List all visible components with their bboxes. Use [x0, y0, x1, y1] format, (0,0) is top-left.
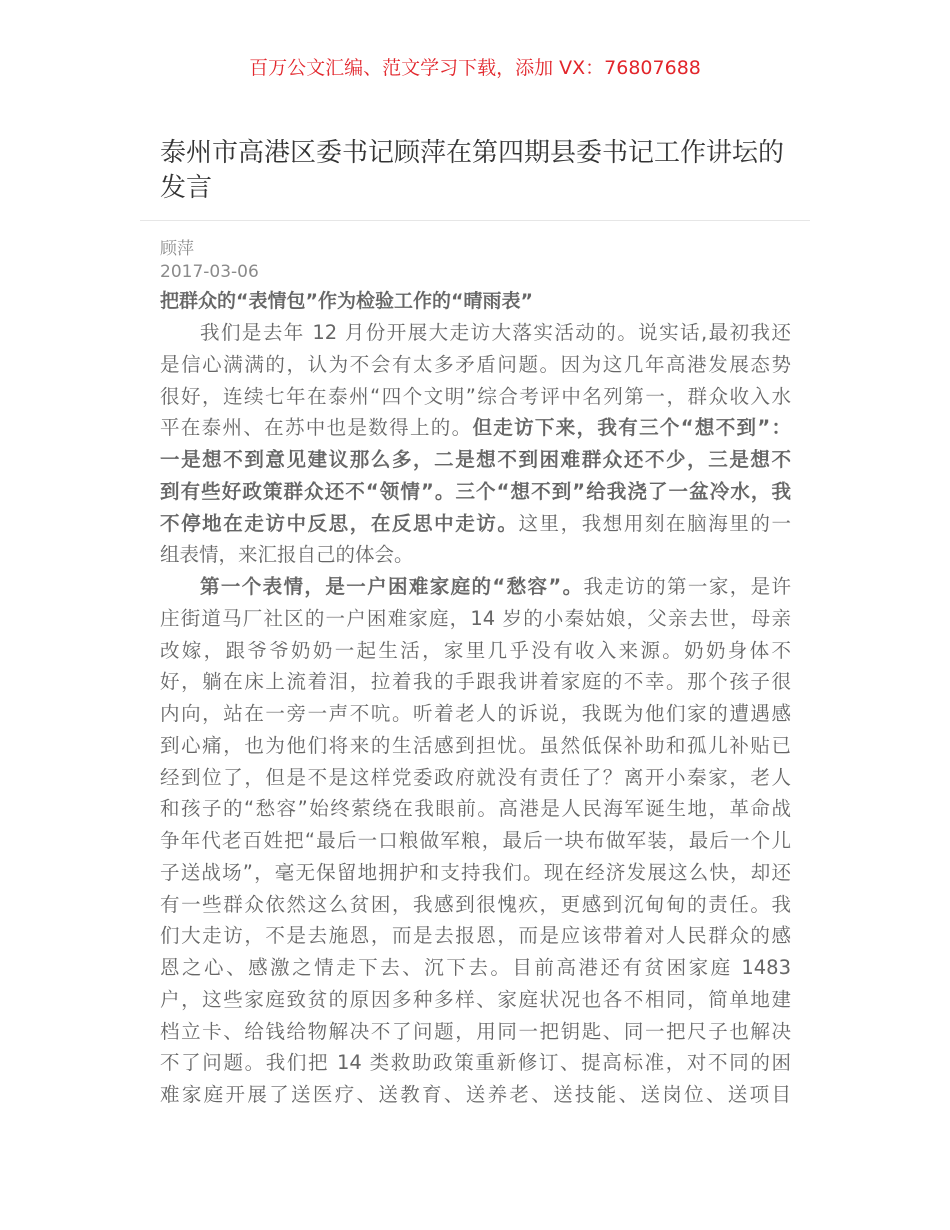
publish-date: 2017-03-06	[160, 262, 259, 282]
bold-text: 不停地在走访中反思，在反思中走访。	[160, 511, 519, 535]
body-line	[160, 381, 791, 413]
page-title	[160, 136, 800, 206]
section-heading: 把群众的“表情包”作为检验工作的“晴雨表”	[160, 290, 533, 312]
body-text: 我走访的第一家，是许	[583, 575, 791, 598]
article-body	[160, 317, 791, 1111]
body-text: 子送战场”，毫无保留地拥护和支持我们。现在经济发展这么快，却还	[160, 860, 791, 884]
body-line	[160, 603, 791, 635]
body-text: 好，躺在床上流着泪，拉着我的手跟我讲着家庭的不幸。那个孩子很	[160, 670, 791, 694]
body-text: 争年代老百姓把“最后一口粮做军粮，最后一块布做军装，最后一个儿	[160, 829, 791, 852]
body-text: 档立卡、给钱给物解决不了问题，用同一把钥匙、同一把尺子也解决	[160, 1019, 791, 1043]
body-line	[160, 349, 791, 381]
body-text: 很好，连续七年在泰州“四个文明”综合考评中名列第一，群众收入水	[160, 384, 791, 408]
body-line	[160, 412, 791, 444]
body-line	[160, 1047, 791, 1079]
body-text: 恩之心、感激之情走下去、沉下去。目前高港还有贫困家庭 1483	[160, 956, 791, 979]
body-text: 内向，站在一旁一声不吭。听着老人的诉说，我既为他们家的遭遇感	[160, 702, 791, 725]
body-line	[160, 920, 791, 952]
body-line	[160, 508, 791, 540]
body-text: 我们是去年 12 月份开展大走访大落实活动的。说实话,最初我还	[200, 321, 791, 344]
body-text: 平在泰州、在苏中也是数得上的。	[160, 416, 473, 440]
body-text: 有一些群众依然这么贫困，我感到很愧疚，更感到沉甸甸的责任。我	[160, 892, 791, 916]
body-line	[160, 730, 791, 762]
title-line: 发言	[160, 173, 213, 203]
body-text: 庄街道马厂社区的一户困难家庭，14 岁的小秦姑娘，父亲去世，母亲	[160, 606, 791, 630]
body-line	[160, 698, 791, 730]
body-text: 改嫁，跟爷爷奶奶一起生活，家里几乎没有收入来源。奶奶身体不	[160, 638, 791, 662]
body-line	[160, 952, 791, 984]
body-line	[160, 539, 791, 571]
body-text: 难家庭开展了送医疗、送教育、送养老、送技能、送岗位、送项目	[160, 1083, 791, 1106]
body-text: 不了问题。我们把 14 类救助政策重新修订、提高标准，对不同的困	[160, 1051, 791, 1075]
body-line	[160, 444, 791, 476]
body-text: 经到位了，但是不是这样党委政府就没有责任了？离开小秦家，老人	[160, 765, 791, 789]
body-text: 和孩子的“愁容”始终萦绕在我眼前。高港是人民海军诞生地，革命战	[160, 797, 791, 821]
bold-text: 一是想不到意见建议那么多，二是想不到困难群众还不少，三是想不	[160, 448, 791, 471]
body-line	[160, 984, 791, 1016]
body-line	[160, 571, 791, 603]
body-line	[160, 666, 791, 698]
body-line	[160, 825, 791, 857]
divider	[140, 220, 810, 221]
watermark-banner: 百万公文汇编、范文学习下载，添加 VX：76807688	[249, 57, 701, 79]
body-line	[160, 1079, 791, 1111]
bold-text: 第一个表情，是一户困难家庭的“愁容”。	[200, 575, 584, 598]
body-text: 组表情，来汇报自己的体会。	[160, 543, 414, 567]
body-line	[160, 889, 791, 921]
body-line	[160, 476, 791, 508]
body-text: 是信心满满的，认为不会有太多矛盾问题。因为这几年高港发展态势	[160, 352, 791, 376]
title-line: 泰州市高港区委书记顾萍在第四期县委书记工作讲坛的	[160, 138, 785, 168]
bold-text: 但走访下来，我有三个“想不到”：	[472, 416, 791, 440]
body-line	[160, 635, 791, 667]
body-line	[160, 793, 791, 825]
body-text: 们大走访，不是去施恩，而是去报恩，而是应该带着对人民群众的感	[160, 924, 791, 948]
body-line	[160, 1016, 791, 1048]
body-text: 到心痛，也为他们将来的生活感到担忧。虽然低保补助和孤儿补贴已	[160, 733, 791, 757]
body-line	[160, 857, 791, 889]
body-text: 这里，我想用刻在脑海里的一	[518, 511, 791, 535]
author: 顾萍	[160, 239, 194, 259]
body-text: 户，这些家庭致贫的原因多种多样、家庭状况也各不相同，简单地建	[160, 987, 791, 1011]
body-line	[160, 317, 791, 349]
bold-text: 到有些好政策群众还不“领情”。三个“想不到”给我浇了一盆冷水，我	[160, 479, 791, 503]
body-line	[160, 762, 791, 794]
